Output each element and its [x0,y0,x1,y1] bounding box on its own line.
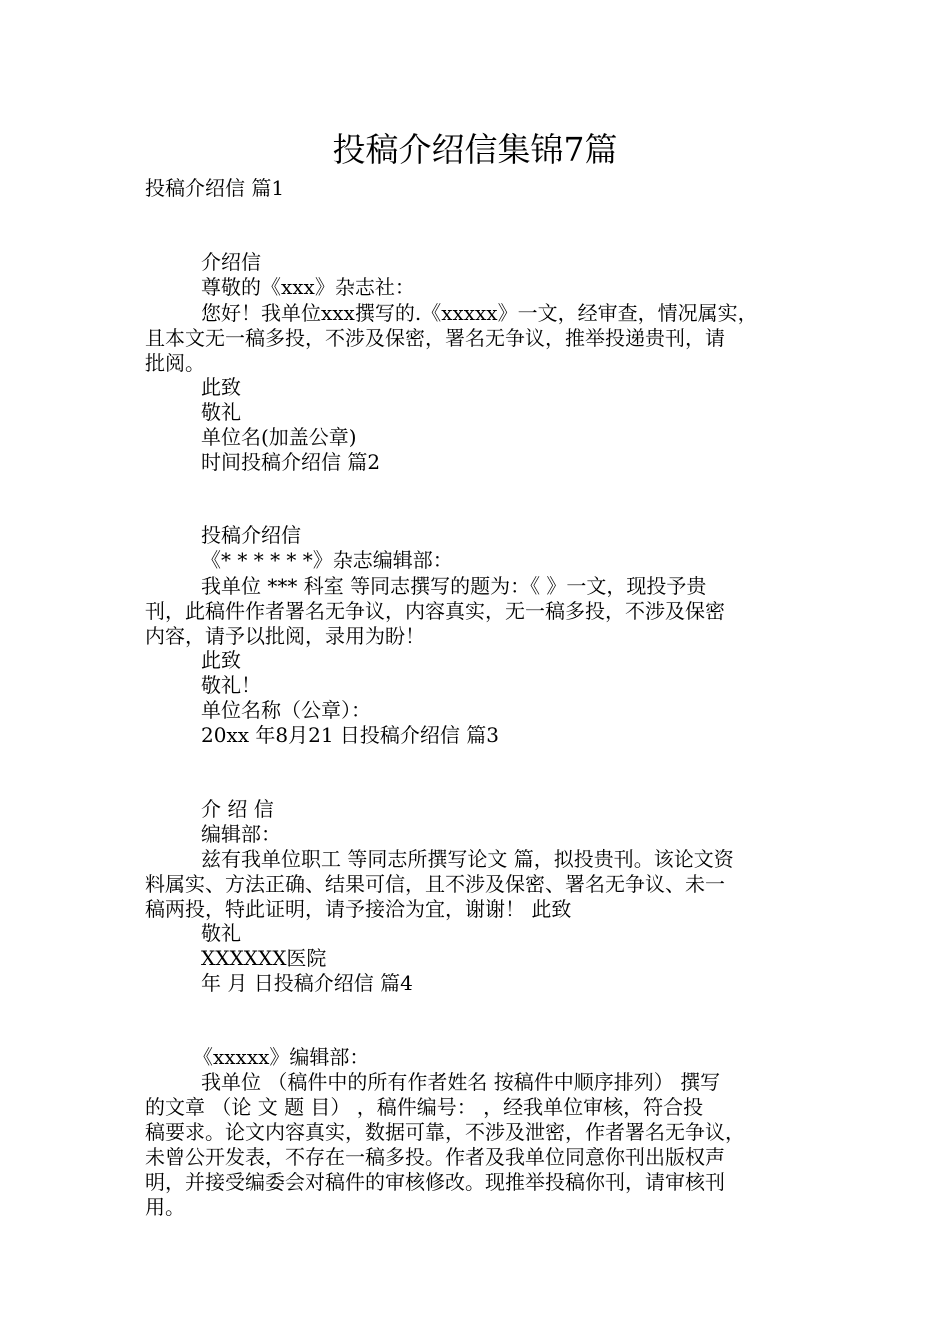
body-text: 刊，此稿件作者署名无争议，内容真实，无一稿多投，不涉及保密 [145,599,725,623]
body-text: 料属实、方法正确、结果可信，且不涉及保密、署名无争议、未一 [145,872,725,896]
body-text: 批阅。 [145,351,205,375]
salutation: 《* * * * * *》杂志编辑部： [201,548,453,572]
body-text: 未曾公开发表，不存在一稿多投。作者及我单位同意你刊出版权声 [145,1145,725,1169]
body-text: 我单位 （稿件中的所有作者姓名 按稿件中顺序排列） 撰写 [201,1070,721,1094]
closing-text: 此致 [201,648,241,672]
closing-text: 敬礼！ [201,673,261,697]
letter-heading: 介 绍 信 [201,797,274,821]
signature-text: 单位名称（公章）： [201,698,371,722]
section-heading-1: 投稿介绍信 篇1 [145,176,285,200]
letter-heading: 投稿介绍信 [201,523,301,547]
signature-text: XXXXXX医院 [201,946,327,970]
section-heading-2: 时间投稿介绍信 篇2 [201,450,381,474]
closing-text: 敬礼 [201,400,241,424]
body-text: 明，并接受编委会对稿件的审核修改。现推举投稿你刊，请审核刊 [145,1170,725,1194]
section-heading-3: 20xx 年8月21 日投稿介绍信 篇3 [201,723,499,747]
body-text: 的文章 （论 文 题 目） ，稿件编号： ，经我单位审核，符合投 [145,1095,704,1119]
body-text: 内容，请予以批阅，录用为盼！ [145,624,425,648]
body-text: 用。 [145,1195,185,1219]
body-text: 且本文无一稿多投，不涉及保密，署名无争议，推举投递贵刊，请 [145,326,725,350]
closing-text: 敬礼 [201,921,241,945]
closing-text: 此致 [201,375,241,399]
salutation: 尊敬的《xxx》杂志社： [201,275,415,299]
section-heading-4: 年 月 日投稿介绍信 篇4 [201,971,413,995]
body-text: 您好！我单位xxx撰写的.《xxxxx》一文，经审查，情况属实， [201,301,758,325]
signature-text: 单位名(加盖公章) [201,425,357,449]
salutation: 编辑部： [201,822,281,846]
document-title: 投稿介绍信集锦7篇 [332,130,618,169]
body-text: 我单位 *** 科室 等同志撰写的题为：《 》一文，现投予贵 [201,574,707,598]
salutation: 《xxxxx》编辑部： [193,1045,370,1069]
body-text: 稿要求。论文内容真实，数据可靠，不涉及泄密，作者署名无争议， [145,1120,745,1144]
body-text: 稿两投，特此证明，请予接洽为宜，谢谢！ 此致 [145,897,572,921]
body-text: 兹有我单位职工 等同志所撰写论文 篇，拟投贵刊。该论文资 [201,847,734,871]
letter-heading: 介绍信 [201,250,261,274]
